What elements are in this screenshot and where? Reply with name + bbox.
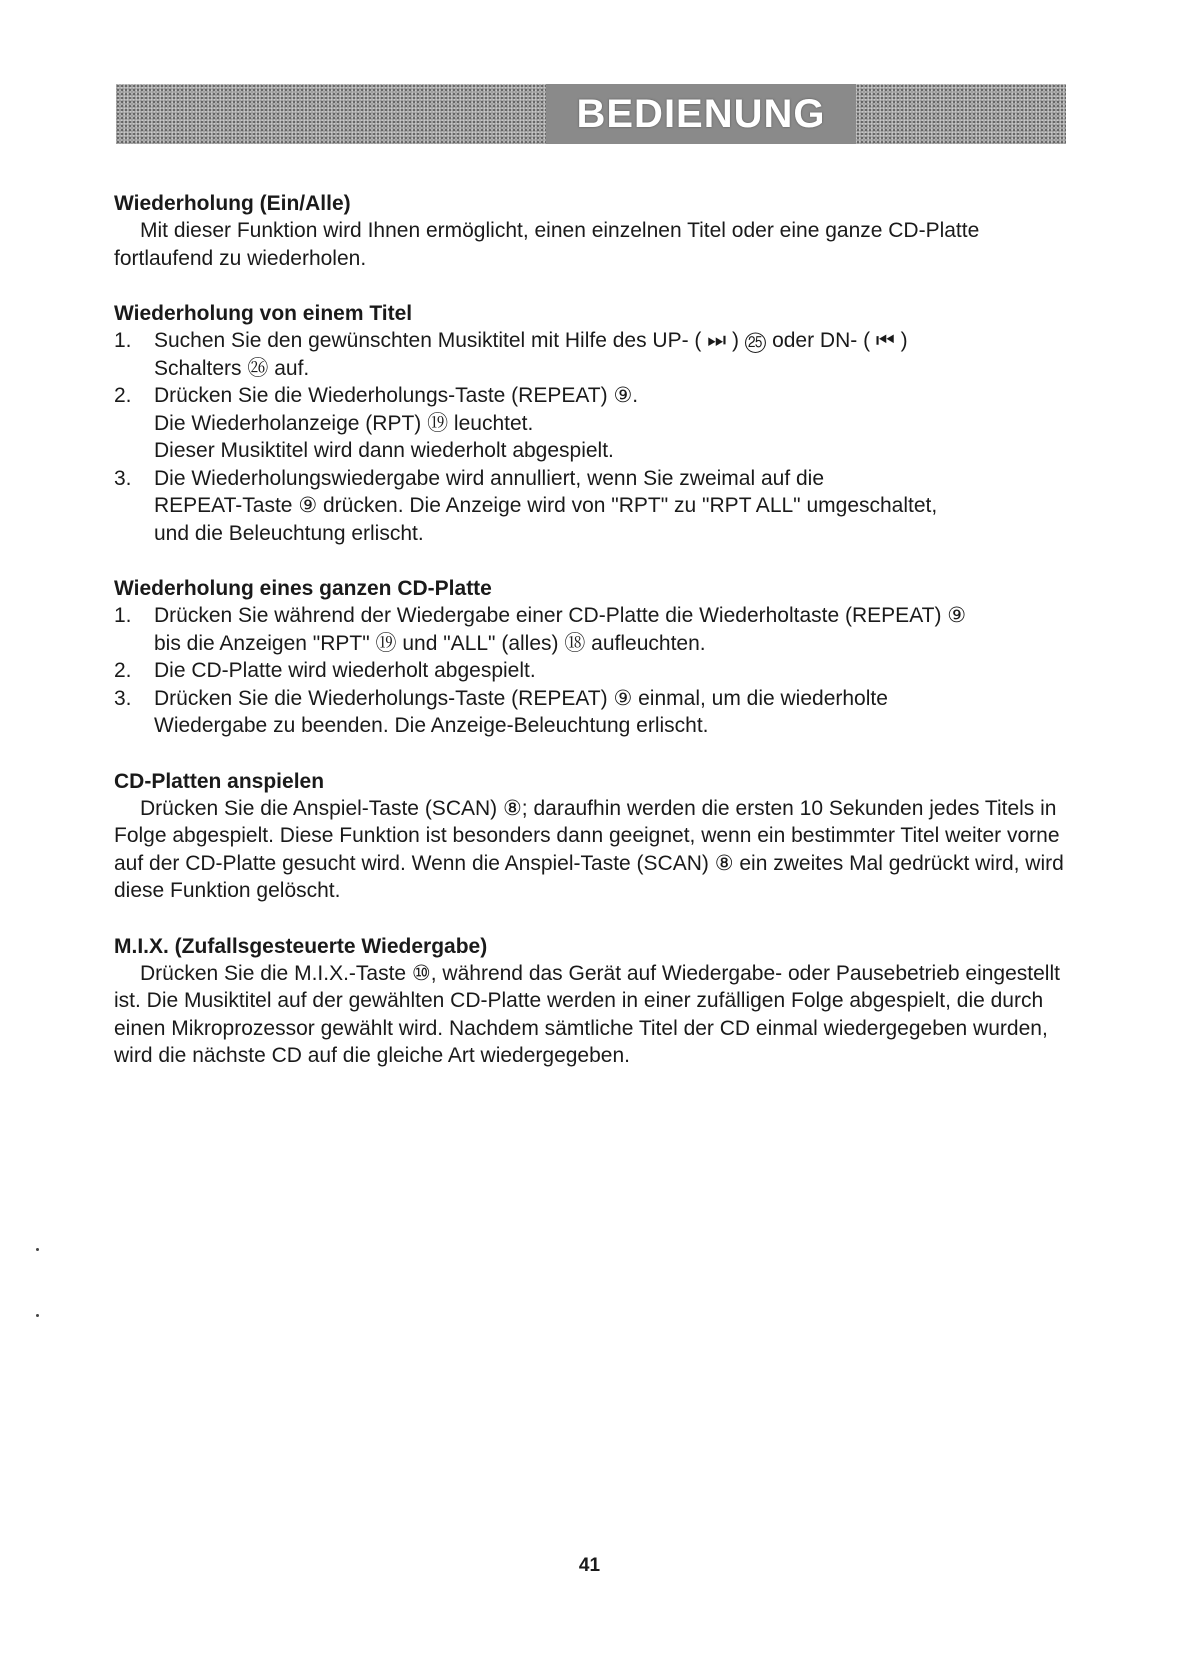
section-heading: M.I.X. (Zufallsgesteuerte Wiedergabe) [114,934,488,958]
step-line: REPEAT-Taste ⑨ drücken. Die Anzeige wird von "RPT" zu "RPT ALL" umgeschaltet, [154,494,938,517]
section-paragraph: Mit dieser Funktion wird Ihnen ermöglicht, einen einzelnen Titel oder eine ganze CD-Platte fortlaufend zu wiederholen. [114,219,980,270]
step-list [114,602,1074,740]
step-line: Die Wiederholanzeige (RPT) ⑲ leuchtet. [154,411,534,435]
page-number: 41 [578,1555,601,1576]
section-mix [114,933,1074,1070]
step-line: Wiedergabe zu beenden. Die Anzeige-Beleuchtung erlischt. [154,714,709,737]
step-list [114,327,1074,547]
section-repeat-disc [114,575,1074,740]
step-line: Schalters ㉖ auf. [154,356,310,380]
step-line: Drücken Sie die Wiederholungs-Taste (REPEAT) ⑨ einmal, um die wiederholte [154,686,888,710]
header-banner [116,84,1066,144]
section-repeat-intro [114,190,1074,272]
step-number: 2. [114,384,132,407]
step-line: Dieser Musiktitel wird dann wiederholt abgespielt. [154,439,614,462]
list-item [114,657,1074,685]
section-heading: Wiederholung von einem Titel [114,302,413,325]
step-number: 2. [114,659,132,682]
section-scan [114,768,1074,905]
list-item [114,327,1074,382]
step-line: Drücken Sie die Wiederholungs-Taste (REPEAT) ⑨. [154,384,639,407]
list-item [114,382,1074,465]
section-heading: Wiederholung (Ein/Alle) [114,192,351,215]
step-number: 1. [114,604,132,627]
step-number: 1. [114,329,132,352]
section-paragraph: Drücken Sie die M.I.X.-Taste ⑩, während das Gerät auf Wiedergabe- oder Pausebetrieb eingestellt ist. Die Musiktitel auf der gewählten CD-Platte werden in einer zufälligen Folge abgespielt, die durch einen Mikroprozessor gewählt wird. Nachdem sämtliche Titel der CD einmal wiedergegeben wurden, wird die nächste CD auf die gleiche Art wiedergegeben. [114,961,1060,1067]
list-item [114,465,1074,548]
section-heading: Wiederholung eines ganzen CD-Platte [114,577,492,600]
scan-speck [36,1248,39,1251]
scan-speck [36,1314,39,1317]
step-line: bis die Anzeigen "RPT" ⑲ und "ALL" (alles) ⑱ aufleuchten. [154,631,706,655]
document-body [114,190,1074,1098]
section-paragraph: Drücken Sie die Anspiel-Taste (SCAN) ⑧; daraufhin werden die ersten 10 Sekunden jedes Titels in Folge abgespielt. Diese Funktion ist besonders dann geeignet, wenn ein bestimmter Titel weiter vorne auf der CD-Platte gesucht wird. Wenn die Anspiel-Taste (SCAN) ⑧ ein zweites Mal gedrückt wird, wird diese Funktion gelöscht. [114,796,1064,902]
list-item [114,685,1074,740]
step-number: 3. [114,686,132,710]
list-item [114,602,1074,657]
step-line: Suchen Sie den gewünschten Musiktitel mit Hilfe des UP- ( ⏭ ) ㉕ oder DN- ( ⏮ ) [154,329,908,352]
page-title: BEDIENUNG [546,84,856,144]
section-repeat-track [114,300,1074,547]
step-line: Drücken Sie während der Wiedergabe einer CD-Platte die Wiederholtaste (REPEAT) ⑨ [154,604,967,627]
step-line: Die CD-Platte wird wiederholt abgespielt. [154,659,536,682]
step-line: Die Wiederholungswiedergabe wird annulliert, wenn Sie zweimal auf die [154,466,825,490]
section-heading: CD-Platten anspielen [114,769,325,793]
step-number: 3. [114,466,132,490]
step-line: und die Beleuchtung erlischt. [154,521,424,545]
